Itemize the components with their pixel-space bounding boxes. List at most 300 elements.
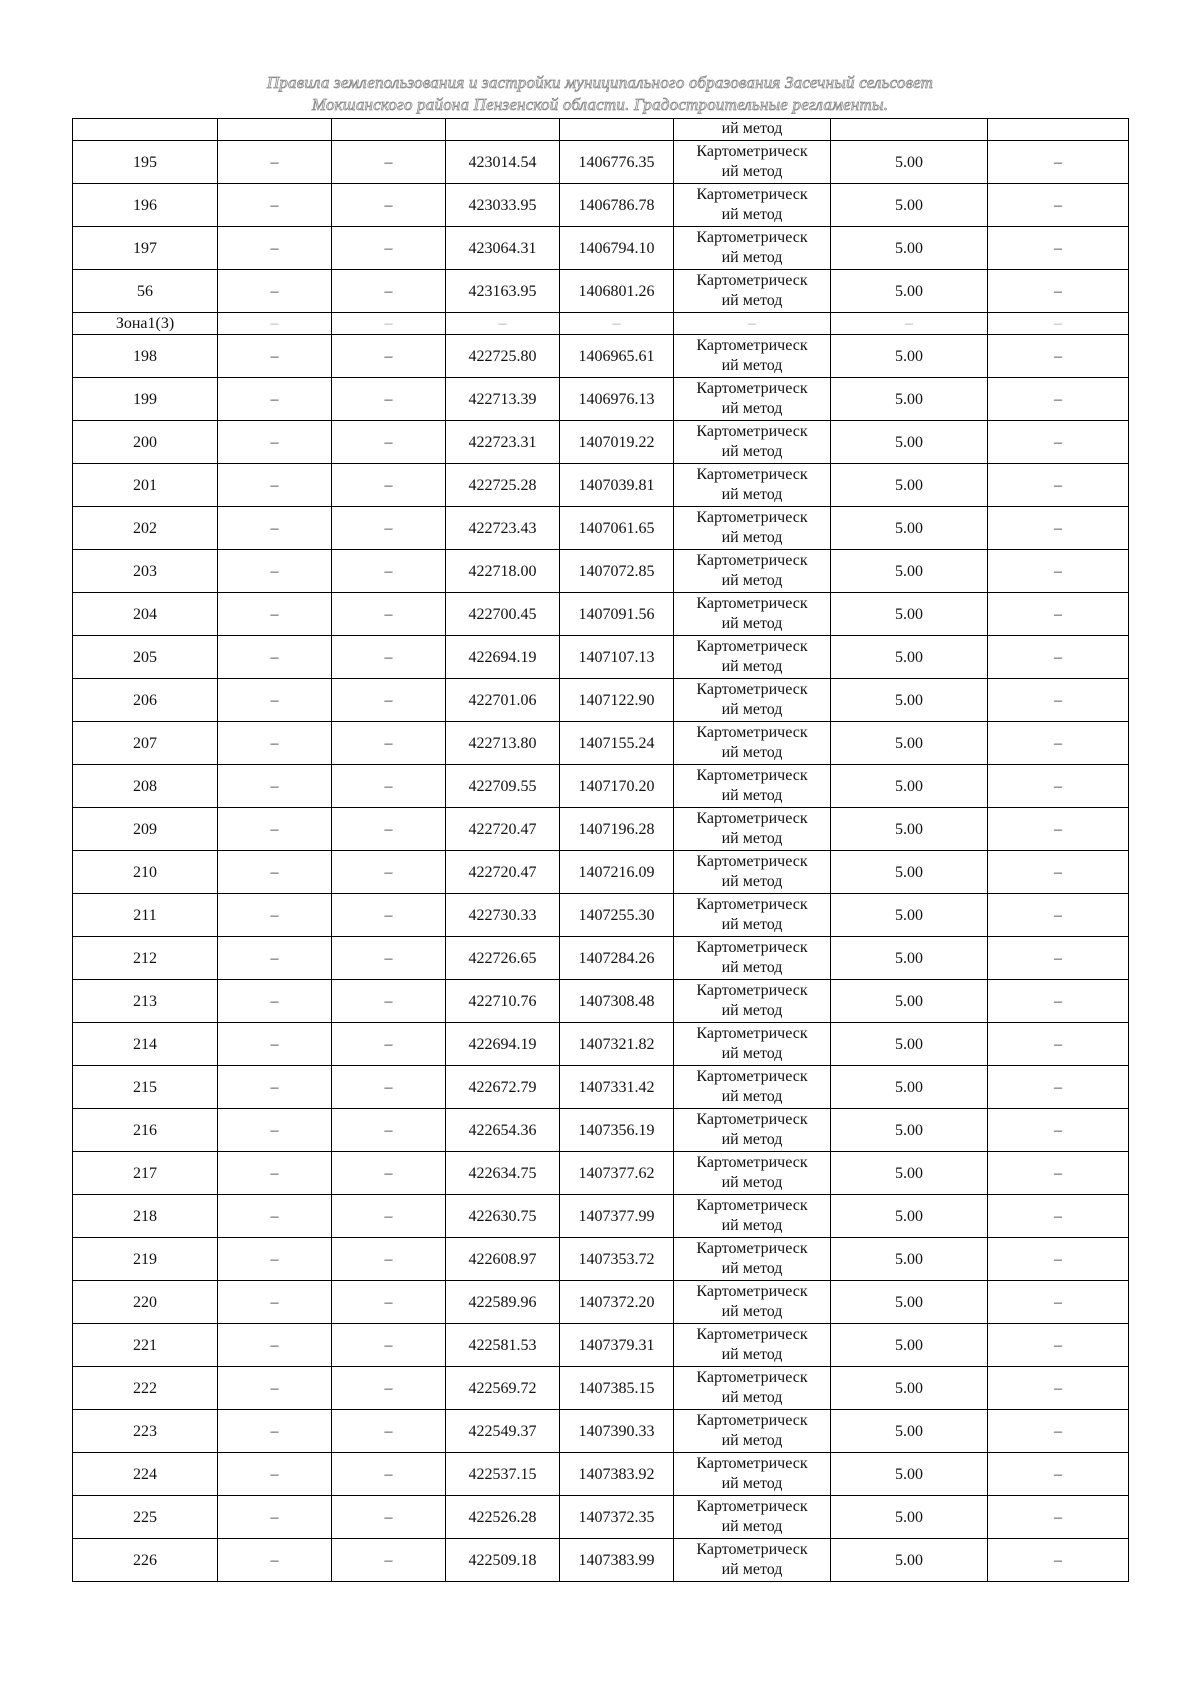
point-number-cell: 207 — [73, 722, 218, 765]
accuracy-cell: 5.00 — [831, 1367, 988, 1410]
accuracy-cell: 5.00 — [831, 722, 988, 765]
method-text-line-2: ий метод — [721, 873, 783, 890]
method-text-line-1: Картометрическ — [696, 1197, 808, 1214]
table-row — [73, 765, 1129, 808]
method-text-line-1: Картометрическ — [696, 939, 808, 956]
table-row — [73, 679, 1129, 722]
x-coordinate-cell: 422509.18 — [446, 1539, 560, 1582]
method-text-line-1: Картометрическ — [696, 982, 808, 999]
method-text-line-2: ий метод — [721, 1045, 783, 1062]
empty-value-cell: – — [218, 464, 332, 507]
point-number-cell: 224 — [73, 1453, 218, 1496]
y-coordinate-cell: 1406786.78 — [560, 184, 674, 227]
x-coordinate-cell: 422630.75 — [446, 1195, 560, 1238]
empty-value-cell: – — [988, 1367, 1129, 1410]
point-number-cell: 217 — [73, 1152, 218, 1195]
table-row — [73, 550, 1129, 593]
method-text-line-1: Картометрическ — [696, 1412, 808, 1429]
empty-value-cell: – — [332, 851, 446, 894]
method-text-line-1: Картометрическ — [696, 1455, 808, 1472]
method-cell — [674, 335, 831, 378]
point-number-cell: 204 — [73, 593, 218, 636]
table-cell — [988, 119, 1129, 141]
x-coordinate-cell: 422710.76 — [446, 980, 560, 1023]
x-coordinate-cell: 422700.45 — [446, 593, 560, 636]
method-text-line-1: Картометрическ — [696, 853, 808, 870]
table-row — [73, 141, 1129, 184]
empty-value-cell: – — [332, 1539, 446, 1582]
empty-value-cell: – — [218, 378, 332, 421]
table-row — [73, 1324, 1129, 1367]
method-text-line-2: ий метод — [721, 787, 783, 804]
x-coordinate-cell: 422549.37 — [446, 1410, 560, 1453]
x-coordinate-cell: 422537.15 — [446, 1453, 560, 1496]
x-coordinate-cell: 423033.95 — [446, 184, 560, 227]
page-header — [0, 72, 1200, 116]
empty-value-cell: – — [218, 227, 332, 270]
x-coordinate-cell: 422526.28 — [446, 1496, 560, 1539]
method-text-line-1: Картометрическ — [696, 1498, 808, 1515]
y-coordinate-cell: 1407061.65 — [560, 507, 674, 550]
method-text-line-1: Картометрическ — [696, 229, 808, 246]
empty-value-cell: – — [332, 679, 446, 722]
accuracy-cell: 5.00 — [831, 141, 988, 184]
empty-value-cell: – — [988, 1023, 1129, 1066]
empty-value-cell: – — [988, 1109, 1129, 1152]
method-text-line-1: Картометрическ — [696, 337, 808, 354]
x-coordinate-cell: 422569.72 — [446, 1367, 560, 1410]
accuracy-cell: 5.00 — [831, 335, 988, 378]
point-number-cell: 196 — [73, 184, 218, 227]
y-coordinate-cell: 1407372.35 — [560, 1496, 674, 1539]
accuracy-cell: 5.00 — [831, 1453, 988, 1496]
method-cell — [674, 808, 831, 851]
method-text-line-1: Картометрическ — [696, 380, 808, 397]
accuracy-cell: 5.00 — [831, 980, 988, 1023]
method-cell — [674, 1109, 831, 1152]
table-row — [73, 894, 1129, 937]
empty-value-cell: – — [332, 1238, 446, 1281]
method-cell — [674, 765, 831, 808]
table-row — [73, 184, 1129, 227]
y-coordinate-cell: 1407255.30 — [560, 894, 674, 937]
empty-value-cell: – — [988, 636, 1129, 679]
y-coordinate-cell: 1407072.85 — [560, 550, 674, 593]
point-number-cell: 206 — [73, 679, 218, 722]
accuracy-cell: 5.00 — [831, 378, 988, 421]
method-cell — [674, 507, 831, 550]
method-text-line-2: ий метод — [721, 744, 783, 761]
empty-value-cell: – — [988, 227, 1129, 270]
method-text-line-2: ий метод — [721, 249, 783, 266]
table-row — [73, 507, 1129, 550]
empty-value-cell: – — [988, 937, 1129, 980]
method-text-line-2: ий метод — [721, 916, 783, 933]
method-text-line-1: Картометрическ — [696, 1025, 808, 1042]
header-line-2: Мокшанского района Пензенской области. Градостроительные регламенты. — [311, 95, 889, 114]
point-number-cell: 203 — [73, 550, 218, 593]
empty-value-cell: – — [988, 1496, 1129, 1539]
method-text-line-1: Картометрическ — [696, 143, 808, 160]
method-cell — [674, 722, 831, 765]
method-text-line-1: Картометрическ — [696, 1541, 808, 1558]
method-cell — [674, 227, 831, 270]
y-coordinate-cell: 1407383.99 — [560, 1539, 674, 1582]
y-coordinate-cell: 1407284.26 — [560, 937, 674, 980]
empty-value-cell: – — [332, 313, 446, 335]
table-row — [73, 1238, 1129, 1281]
x-coordinate-cell: 422581.53 — [446, 1324, 560, 1367]
empty-value-cell: – — [218, 335, 332, 378]
accuracy-cell: 5.00 — [831, 1238, 988, 1281]
empty-value-cell: – — [218, 1410, 332, 1453]
method-cell — [674, 1324, 831, 1367]
table-row — [73, 227, 1129, 270]
empty-value-cell: – — [988, 808, 1129, 851]
accuracy-cell: 5.00 — [831, 851, 988, 894]
y-coordinate-cell: 1406776.35 — [560, 141, 674, 184]
empty-value-cell: – — [332, 1496, 446, 1539]
method-text-line-2: ий метод — [721, 1217, 783, 1234]
y-coordinate-cell: 1406965.61 — [560, 335, 674, 378]
empty-value-cell: – — [218, 1023, 332, 1066]
method-text-line-2: ий метод — [721, 1518, 783, 1535]
method-cell — [674, 550, 831, 593]
point-number-cell: 226 — [73, 1539, 218, 1582]
accuracy-cell: 5.00 — [831, 421, 988, 464]
empty-value-cell: – — [988, 1152, 1129, 1195]
method-cell — [674, 1453, 831, 1496]
point-number-cell: 212 — [73, 937, 218, 980]
point-number-cell: 201 — [73, 464, 218, 507]
method-text-line-1: Картометрическ — [696, 681, 808, 698]
empty-value-cell: – — [218, 270, 332, 313]
empty-value-cell: – — [988, 421, 1129, 464]
empty-value-cell: – — [988, 894, 1129, 937]
method-text-line-2: ий метод — [721, 1088, 783, 1105]
y-coordinate-cell: 1406801.26 — [560, 270, 674, 313]
table-cell — [831, 119, 988, 141]
method-text-line-1: Картометрическ — [696, 1326, 808, 1343]
zone-label-cell: Зона1(3) — [73, 313, 218, 335]
method-text-line-1: Картометрическ — [696, 509, 808, 526]
method-text-line-1: Картометрическ — [696, 595, 808, 612]
table-row — [73, 1496, 1129, 1539]
zone-row — [73, 313, 1129, 335]
method-text-line-2: ий метод — [721, 1303, 783, 1320]
empty-value-cell: – — [332, 1066, 446, 1109]
method-text-line-2: ий метод — [721, 830, 783, 847]
empty-value-cell: – — [218, 313, 332, 335]
y-coordinate-cell: 1407170.20 — [560, 765, 674, 808]
method-text-line-1: Картометрическ — [696, 423, 808, 440]
accuracy-cell: 5.00 — [831, 507, 988, 550]
table-row — [73, 270, 1129, 313]
method-text-line-2: ий метод — [721, 701, 783, 718]
empty-value-cell: – — [218, 1109, 332, 1152]
method-text-line-2: ий метод — [721, 1260, 783, 1277]
table-row — [73, 722, 1129, 765]
empty-value-cell: – — [218, 1496, 332, 1539]
method-text-line-2: ий метод — [721, 163, 783, 180]
empty-value-cell: – — [332, 550, 446, 593]
empty-value-cell: – — [988, 593, 1129, 636]
method-cell — [674, 1238, 831, 1281]
method-cell — [674, 1023, 831, 1066]
method-cell — [674, 679, 831, 722]
accuracy-cell: 5.00 — [831, 550, 988, 593]
table-row — [73, 421, 1129, 464]
table-row — [73, 1281, 1129, 1324]
point-number-cell: 197 — [73, 227, 218, 270]
x-coordinate-cell: 422694.19 — [446, 636, 560, 679]
method-text-line-2: ий метод — [721, 400, 783, 417]
y-coordinate-cell: 1407308.48 — [560, 980, 674, 1023]
table-row — [73, 851, 1129, 894]
empty-value-cell: – — [332, 765, 446, 808]
accuracy-cell: 5.00 — [831, 1281, 988, 1324]
accuracy-cell: 5.00 — [831, 464, 988, 507]
x-coordinate-cell: 423064.31 — [446, 227, 560, 270]
method-cell — [674, 1539, 831, 1582]
empty-value-cell: – — [988, 1539, 1129, 1582]
point-number-cell: 202 — [73, 507, 218, 550]
table-row — [73, 464, 1129, 507]
method-text-line-1: Картометрическ — [696, 810, 808, 827]
table-row — [73, 378, 1129, 421]
accuracy-cell: 5.00 — [831, 636, 988, 679]
accuracy-cell: 5.00 — [831, 1195, 988, 1238]
method-text-line-1: Картометрическ — [696, 896, 808, 913]
method-cell — [674, 1410, 831, 1453]
point-number-cell: 215 — [73, 1066, 218, 1109]
x-coordinate-cell: 422720.47 — [446, 851, 560, 894]
y-coordinate-cell: 1407353.72 — [560, 1238, 674, 1281]
x-coordinate-cell: 422718.00 — [446, 550, 560, 593]
point-number-cell: 223 — [73, 1410, 218, 1453]
method-cell — [674, 464, 831, 507]
empty-value-cell: – — [332, 1410, 446, 1453]
empty-value-cell: – — [218, 593, 332, 636]
empty-value-cell: – — [831, 313, 988, 335]
method-text-line-1: Картометрическ — [696, 1240, 808, 1257]
table-body — [73, 119, 1129, 1582]
empty-value-cell: – — [218, 507, 332, 550]
method-text-line-2: ий метод — [721, 1432, 783, 1449]
method-cell — [674, 1281, 831, 1324]
x-coordinate-cell: 422589.96 — [446, 1281, 560, 1324]
x-coordinate-cell: 422713.80 — [446, 722, 560, 765]
method-cell — [674, 1152, 831, 1195]
method-text-line-2: ий метод — [721, 443, 783, 460]
empty-value-cell: – — [218, 937, 332, 980]
method-text-line-1: Картометрическ — [696, 724, 808, 741]
method-text-line-2: ий метод — [721, 1346, 783, 1363]
method-text-line-2: ий метод — [721, 357, 783, 374]
empty-value-cell: – — [988, 1410, 1129, 1453]
continuation-row — [73, 119, 1129, 141]
method-text-line-2: ий метод — [721, 206, 783, 223]
method-text-line-1: Картометрическ — [696, 272, 808, 289]
method-cell — [674, 1195, 831, 1238]
point-number-cell: 200 — [73, 421, 218, 464]
method-cell — [674, 141, 831, 184]
x-coordinate-cell: 422725.28 — [446, 464, 560, 507]
method-cell — [674, 1367, 831, 1410]
table-row — [73, 636, 1129, 679]
method-cell — [674, 270, 831, 313]
empty-value-cell: – — [218, 1324, 332, 1367]
accuracy-cell: 5.00 — [831, 1023, 988, 1066]
method-cell — [674, 851, 831, 894]
point-number-cell: 219 — [73, 1238, 218, 1281]
empty-value-cell: – — [332, 1453, 446, 1496]
table-row — [73, 1195, 1129, 1238]
method-cell — [674, 980, 831, 1023]
table-row — [73, 1410, 1129, 1453]
y-coordinate-cell: 1407321.82 — [560, 1023, 674, 1066]
x-coordinate-cell: 422709.55 — [446, 765, 560, 808]
point-number-cell: 218 — [73, 1195, 218, 1238]
method-cell — [674, 593, 831, 636]
method-cell — [674, 119, 831, 141]
table-row — [73, 1066, 1129, 1109]
accuracy-cell: 5.00 — [831, 593, 988, 636]
table-row — [73, 1453, 1129, 1496]
empty-value-cell: – — [332, 980, 446, 1023]
point-number-cell: 216 — [73, 1109, 218, 1152]
x-coordinate-cell: 422672.79 — [446, 1066, 560, 1109]
empty-value-cell: – — [332, 1109, 446, 1152]
method-text-line-1: Картометрическ — [696, 466, 808, 483]
accuracy-cell: 5.00 — [831, 765, 988, 808]
empty-value-cell: – — [218, 421, 332, 464]
table-row — [73, 980, 1129, 1023]
empty-value-cell: – — [674, 313, 831, 335]
empty-value-cell: – — [988, 464, 1129, 507]
method-cell — [674, 184, 831, 227]
coordinates-table — [72, 118, 1129, 1582]
x-coordinate-cell: 422713.39 — [446, 378, 560, 421]
accuracy-cell: 5.00 — [831, 270, 988, 313]
empty-value-cell: – — [332, 464, 446, 507]
table-cell — [332, 119, 446, 141]
empty-value-cell: – — [218, 1195, 332, 1238]
method-text-line-2: ий метод — [721, 959, 783, 976]
point-number-cell: 220 — [73, 1281, 218, 1324]
table-row — [73, 1539, 1129, 1582]
empty-value-cell: – — [332, 270, 446, 313]
point-number-cell: 211 — [73, 894, 218, 937]
empty-value-cell: – — [218, 141, 332, 184]
header-line-1: Правила землепользования и застройки муниципального образования Засечный сельсовет — [266, 73, 934, 92]
x-coordinate-cell: 423014.54 — [446, 141, 560, 184]
empty-value-cell: – — [988, 1066, 1129, 1109]
accuracy-cell: 5.00 — [831, 227, 988, 270]
method-text-line-1: Картометрическ — [696, 186, 808, 203]
x-coordinate-cell: 422634.75 — [446, 1152, 560, 1195]
empty-value-cell: – — [332, 1195, 446, 1238]
empty-value-cell: – — [332, 1281, 446, 1324]
method-text-line-2: ий метод — [721, 1002, 783, 1019]
y-coordinate-cell: 1407216.09 — [560, 851, 674, 894]
y-coordinate-cell: 1406976.13 — [560, 378, 674, 421]
empty-value-cell: – — [332, 1023, 446, 1066]
empty-value-cell: – — [988, 550, 1129, 593]
method-cell — [674, 421, 831, 464]
method-cell — [674, 937, 831, 980]
empty-value-cell: – — [332, 335, 446, 378]
table-row — [73, 1023, 1129, 1066]
y-coordinate-cell: 1407107.13 — [560, 636, 674, 679]
x-coordinate-cell: 423163.95 — [446, 270, 560, 313]
x-coordinate-cell: 422701.06 — [446, 679, 560, 722]
empty-value-cell: – — [332, 937, 446, 980]
method-text-line-1: Картометрическ — [696, 1111, 808, 1128]
empty-value-cell: – — [988, 1281, 1129, 1324]
table-cell — [560, 119, 674, 141]
empty-value-cell: – — [218, 765, 332, 808]
point-number-cell: 214 — [73, 1023, 218, 1066]
table-row — [73, 335, 1129, 378]
empty-value-cell: – — [446, 313, 560, 335]
x-coordinate-cell: 422608.97 — [446, 1238, 560, 1281]
accuracy-cell: 5.00 — [831, 1324, 988, 1367]
y-coordinate-cell: 1407122.90 — [560, 679, 674, 722]
table-cell — [218, 119, 332, 141]
x-coordinate-cell: 422726.65 — [446, 937, 560, 980]
empty-value-cell: – — [218, 1152, 332, 1195]
empty-value-cell: – — [218, 1453, 332, 1496]
empty-value-cell: – — [988, 1324, 1129, 1367]
method-text-line-2: ий метод — [721, 572, 783, 589]
y-coordinate-cell: 1407372.20 — [560, 1281, 674, 1324]
empty-value-cell: – — [332, 593, 446, 636]
point-number-cell: 195 — [73, 141, 218, 184]
x-coordinate-cell: 422723.31 — [446, 421, 560, 464]
method-cell — [674, 1496, 831, 1539]
empty-value-cell: – — [988, 980, 1129, 1023]
method-cell — [674, 636, 831, 679]
empty-value-cell: – — [332, 227, 446, 270]
point-number-cell: 199 — [73, 378, 218, 421]
point-number-cell: 209 — [73, 808, 218, 851]
empty-value-cell: – — [988, 765, 1129, 808]
method-text-line-2: ий метод — [721, 1131, 783, 1148]
method-text-line-1: Картометрическ — [696, 552, 808, 569]
y-coordinate-cell: 1407390.33 — [560, 1410, 674, 1453]
empty-value-cell: – — [218, 1281, 332, 1324]
y-coordinate-cell: 1407377.99 — [560, 1195, 674, 1238]
point-number-cell: 213 — [73, 980, 218, 1023]
empty-value-cell: – — [332, 421, 446, 464]
method-text-line-1: Картометрическ — [696, 1068, 808, 1085]
empty-value-cell: – — [218, 808, 332, 851]
accuracy-cell: 5.00 — [831, 1152, 988, 1195]
empty-value-cell: – — [218, 1066, 332, 1109]
empty-value-cell: – — [988, 1453, 1129, 1496]
x-coordinate-cell: 422694.19 — [446, 1023, 560, 1066]
method-text-line-2: ий метод — [721, 292, 783, 309]
method-cell — [674, 894, 831, 937]
empty-value-cell: – — [988, 184, 1129, 227]
empty-value-cell: – — [988, 335, 1129, 378]
accuracy-cell: 5.00 — [831, 1496, 988, 1539]
y-coordinate-cell: 1407039.81 — [560, 464, 674, 507]
empty-value-cell: – — [218, 1238, 332, 1281]
method-text-line-2: ий метод — [721, 486, 783, 503]
method-cell — [674, 378, 831, 421]
